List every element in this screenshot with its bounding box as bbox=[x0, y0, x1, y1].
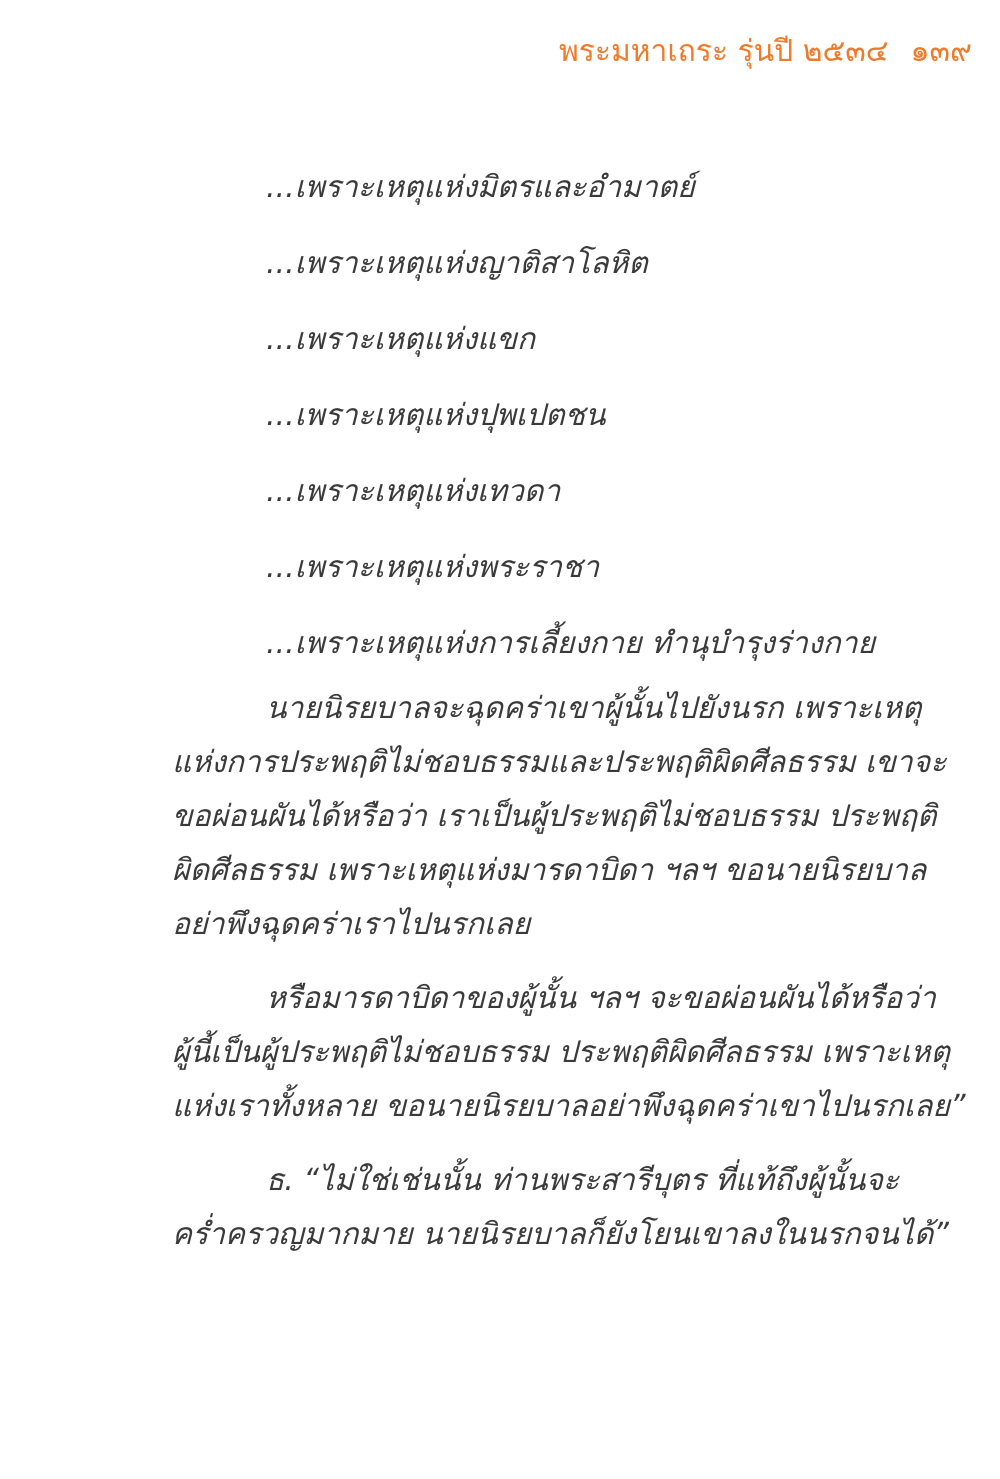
paragraph-line: ขอผ่อนผันได้หรือว่า เราเป็นผู้ประพฤติไม่ชอบธรรม ประพฤติ bbox=[172, 799, 937, 834]
paragraph-line: ผู้นี้เป็นผู้ประพฤติไม่ชอบธรรม ประพฤติผิดศีลธรรม เพราะเหตุ bbox=[172, 1035, 950, 1070]
paragraph-parents-plea bbox=[172, 972, 966, 1134]
list-item: ...เพราะเหตุแห่งมิตรและอำมาตย์ bbox=[266, 170, 695, 205]
list-item: ...เพราะเหตุแห่งพระราชา bbox=[266, 550, 600, 585]
book-title: พระมหาเถระ รุ่นปี ๒๕๓๔ bbox=[558, 33, 889, 69]
page-header bbox=[559, 26, 972, 76]
list-item: ...เพราะเหตุแห่งเทวดา bbox=[266, 474, 561, 509]
list-item: ...เพราะเหตุแห่งการเลี้ยงกาย ทำนุบำรุงร่างกาย bbox=[266, 626, 876, 661]
paragraph-line: ธ. “ไม่ใช่เช่นนั้น ท่านพระสารีบุตร ที่แท้ถึงผู้นั้นจะ bbox=[266, 1163, 900, 1198]
paragraph-line: หรือมารดาบิดาของผู้นั้น ฯลฯ จะขอผ่อนผันได้หรือว่า bbox=[266, 981, 936, 1016]
paragraph-line: แห่งเราทั้งหลาย ขอนายนิรยบาลอย่าพึงฉุดคร่าเขาไปนรกเลย” bbox=[172, 1089, 966, 1124]
page-body bbox=[172, 150, 966, 1262]
paragraph-line: ผิดศีลธรรม เพราะเหตุแห่งมารดาบิดา ฯลฯ ขอนายนิรยบาล bbox=[172, 853, 927, 888]
paragraph-line: อย่าพึงฉุดคร่าเราไปนรกเลย bbox=[172, 907, 531, 942]
paragraph-line: แห่งการประพฤติไม่ชอบธรรมและประพฤติผิดศีลธรรม เขาจะ bbox=[172, 745, 947, 780]
list-item: ...เพราะเหตุแห่งแขก bbox=[266, 322, 535, 357]
paragraph-niraya-pull bbox=[172, 682, 947, 952]
list-item: ...เพราะเหตุแห่งปุพเปตชน bbox=[266, 398, 606, 433]
paragraph-line: นายนิรยบาลจะฉุดคร่าเขาผู้นั้นไปยังนรก เพราะเหตุ bbox=[266, 691, 922, 726]
page-number: ๑๓๙ bbox=[910, 33, 972, 69]
list-item: ...เพราะเหตุแห่งญาติสาโลหิต bbox=[266, 246, 648, 281]
paragraph-dhananjani-reply bbox=[172, 1154, 949, 1262]
paragraph-line: คร่ำครวญมากมาย นายนิรยบาลก็ยังโยนเขาลงในนรกจนได้” bbox=[172, 1217, 949, 1252]
